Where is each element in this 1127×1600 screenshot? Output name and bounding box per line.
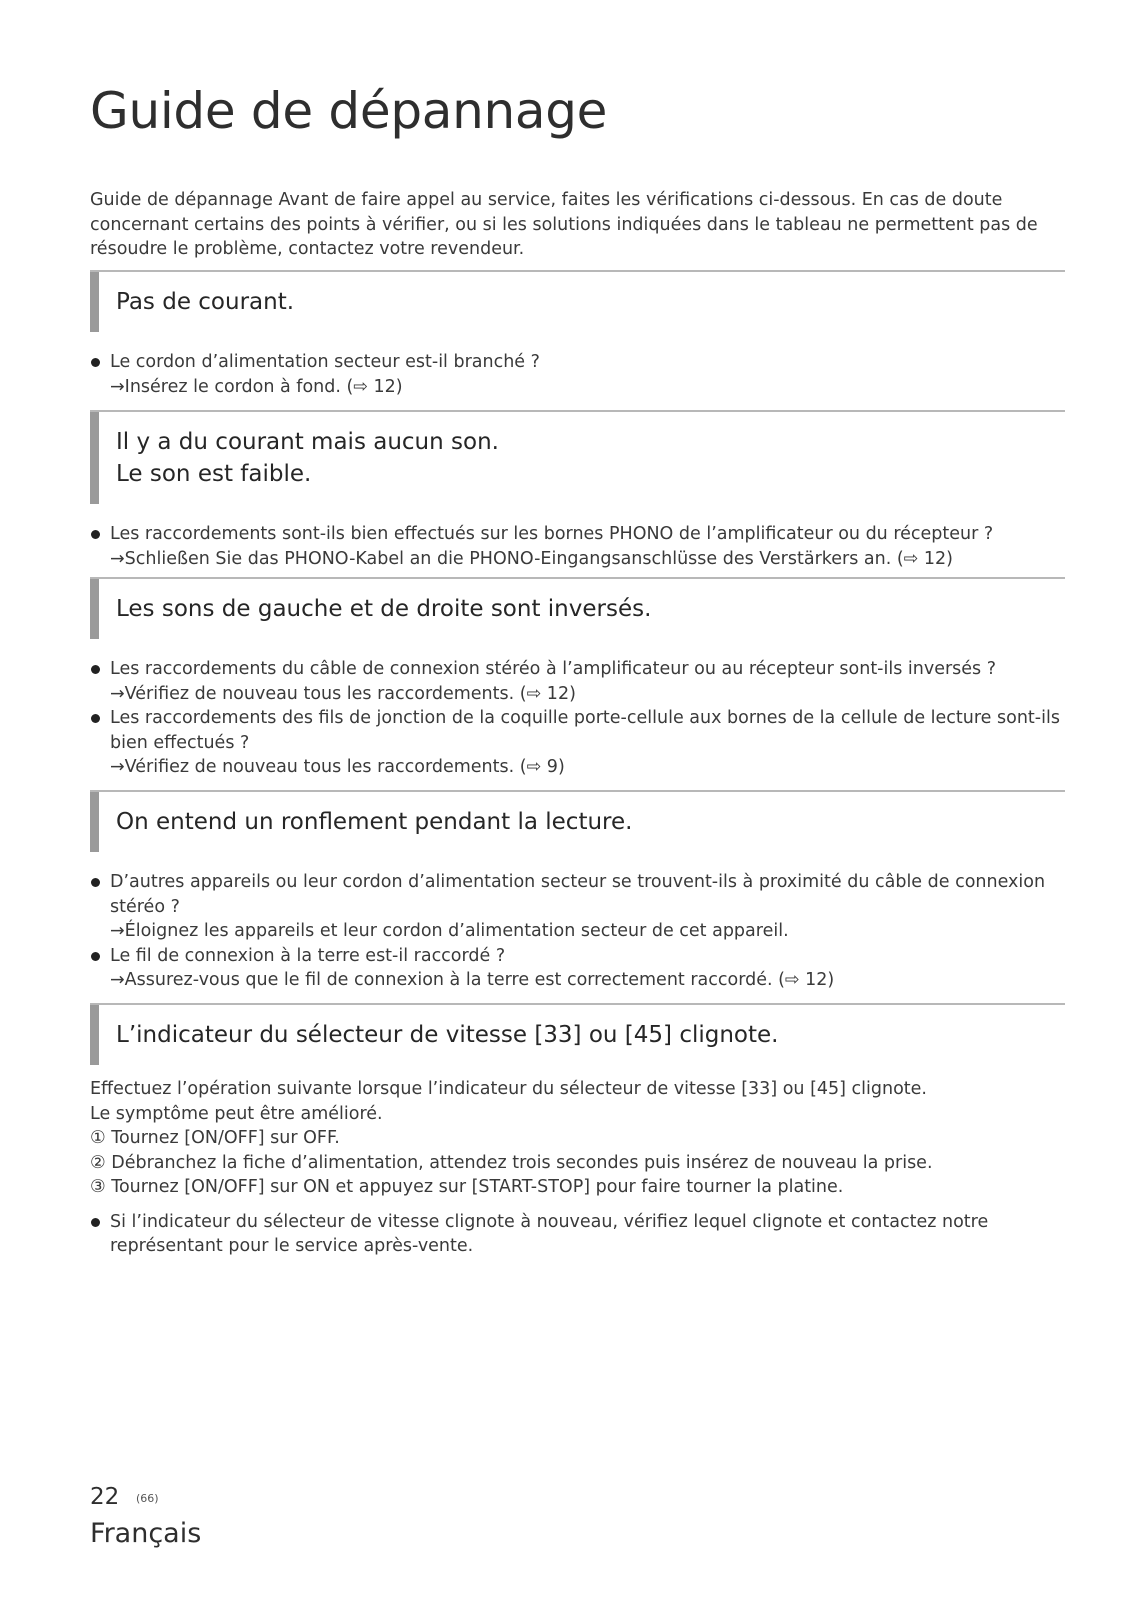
section-heading — [90, 790, 1065, 852]
question-item — [90, 657, 1065, 682]
heading-text: On entend un ronflement pendant la lecture. — [116, 809, 633, 835]
page-sub-number: (66) — [136, 1492, 159, 1505]
bullet-icon — [91, 1218, 100, 1227]
question-item — [90, 944, 1065, 969]
heading-text: Les sons de gauche et de droite sont inversés. — [116, 596, 652, 622]
section-items — [90, 350, 1065, 399]
heading-text: Pas de courant. — [116, 289, 295, 315]
heading-bar — [90, 1005, 99, 1065]
bullet-icon — [91, 952, 100, 961]
section-items — [90, 870, 1065, 993]
question-item — [90, 870, 1065, 919]
heading-line-1: Il y a du courant mais aucun son. — [116, 429, 499, 455]
step-item: ② Débranchez la fiche d’alimentation, attendez trois secondes puis insérez de nouveau la prise. — [90, 1152, 933, 1173]
heading-bar — [90, 272, 99, 332]
bullet-icon — [91, 665, 100, 674]
section-heading — [90, 1003, 1065, 1065]
step-item: ③ Tournez [ON/OFF] sur ON et appuyez sur [START-STOP] pour faire tourner la platine. — [90, 1177, 844, 1197]
bullet-icon — [91, 878, 100, 887]
instruction-paragraph: Effectuez l’opération suivante lorsque l’indicateur du sélecteur de vitesse [33] ou [45] clignote. — [90, 1079, 927, 1099]
question-text: Les raccordements sont-ils bien effectués sur les bornes PHONO de l’amplificateur ou du récepteur ? — [110, 524, 994, 544]
answer-text: →Assurez-vous que le fil de connexion à la terre est correctement raccordé. (⇨ 12) — [110, 970, 835, 990]
bullet-icon — [91, 530, 100, 539]
language-label: Français — [90, 1518, 202, 1549]
page-title: Guide de dépannage — [90, 82, 608, 140]
heading-text — [116, 412, 1065, 504]
instruction-paragraph: Le symptôme peut être amélioré. — [90, 1103, 383, 1124]
heading-text: L’indicateur du sélecteur de vitesse [33] ou [45] clignote. — [116, 1022, 779, 1048]
section-hum — [90, 790, 1065, 993]
bullet-icon — [91, 714, 100, 723]
question-text: Le fil de connexion à la terre est-il raccordé ? — [110, 945, 506, 966]
answer-text: →Insérez le cordon à fond. (⇨ 12) — [110, 376, 403, 397]
section-no-sound — [90, 410, 1065, 571]
answer-text: →Vérifiez de nouveau tous les raccordements. (⇨ 9) — [110, 757, 565, 777]
section-no-power — [90, 270, 1065, 399]
section-speed-indicator — [90, 1003, 1065, 1259]
bullet-icon — [91, 358, 100, 367]
section-items — [90, 522, 1065, 571]
section-items — [90, 1077, 1065, 1259]
answer-text: →Vérifiez de nouveau tous les raccordements. (⇨ 12) — [110, 683, 576, 704]
question-text: Le cordon d’alimentation secteur est-il branché ? — [110, 352, 540, 372]
page-number: 22 — [90, 1484, 120, 1510]
question-text: Les raccordements du câble de connexion stéréo à l’amplificateur ou au récepteur sont-ils inversés ? — [110, 659, 997, 679]
note-text: Si l’indicateur du sélecteur de vitesse clignote à nouveau, vérifiez lequel clignote et contactez notre représentant pour le service après-vente. — [110, 1211, 989, 1256]
section-heading — [90, 410, 1065, 504]
heading-bar — [90, 412, 99, 504]
question-text: D’autres appareils ou leur cordon d’alimentation secteur se trouvent-ils à proximité du câble de connexion stéréo ? — [110, 872, 1046, 917]
question-item — [90, 706, 1065, 755]
heading-bar — [90, 579, 99, 639]
heading-line-2: Le son est faible. — [116, 461, 312, 487]
section-heading — [90, 270, 1065, 332]
note-item — [90, 1210, 1065, 1259]
answer-text: →Éloignez les appareils et leur cordon d’alimentation secteur de cet appareil. — [110, 921, 789, 941]
question-text: Les raccordements des fils de jonction de la coquille porte-cellule aux bornes de la cellule de lecture sont-ils bien effectués ? — [110, 708, 1060, 753]
section-items — [90, 657, 1065, 780]
answer-text: →Schließen Sie das PHONO-Kabel an die PHONO-Eingangsanschlüsse des Verstärkers an. (⇨ 12) — [110, 548, 953, 569]
section-heading — [90, 577, 1065, 639]
section-channels-inverted — [90, 577, 1065, 780]
question-item — [90, 522, 1065, 547]
intro-paragraph: Guide de dépannage Avant de faire appel au service, faites les vérifications ci-dessous. En cas de doute concernant certains des points à vérifier, ou si les solutions indiquées dans le tableau ne permettent pas de résoudre le problème, contactez votre revendeur. — [90, 190, 1038, 259]
heading-bar — [90, 792, 99, 852]
question-item — [90, 350, 1065, 375]
step-item: ① Tournez [ON/OFF] sur OFF. — [90, 1128, 340, 1148]
